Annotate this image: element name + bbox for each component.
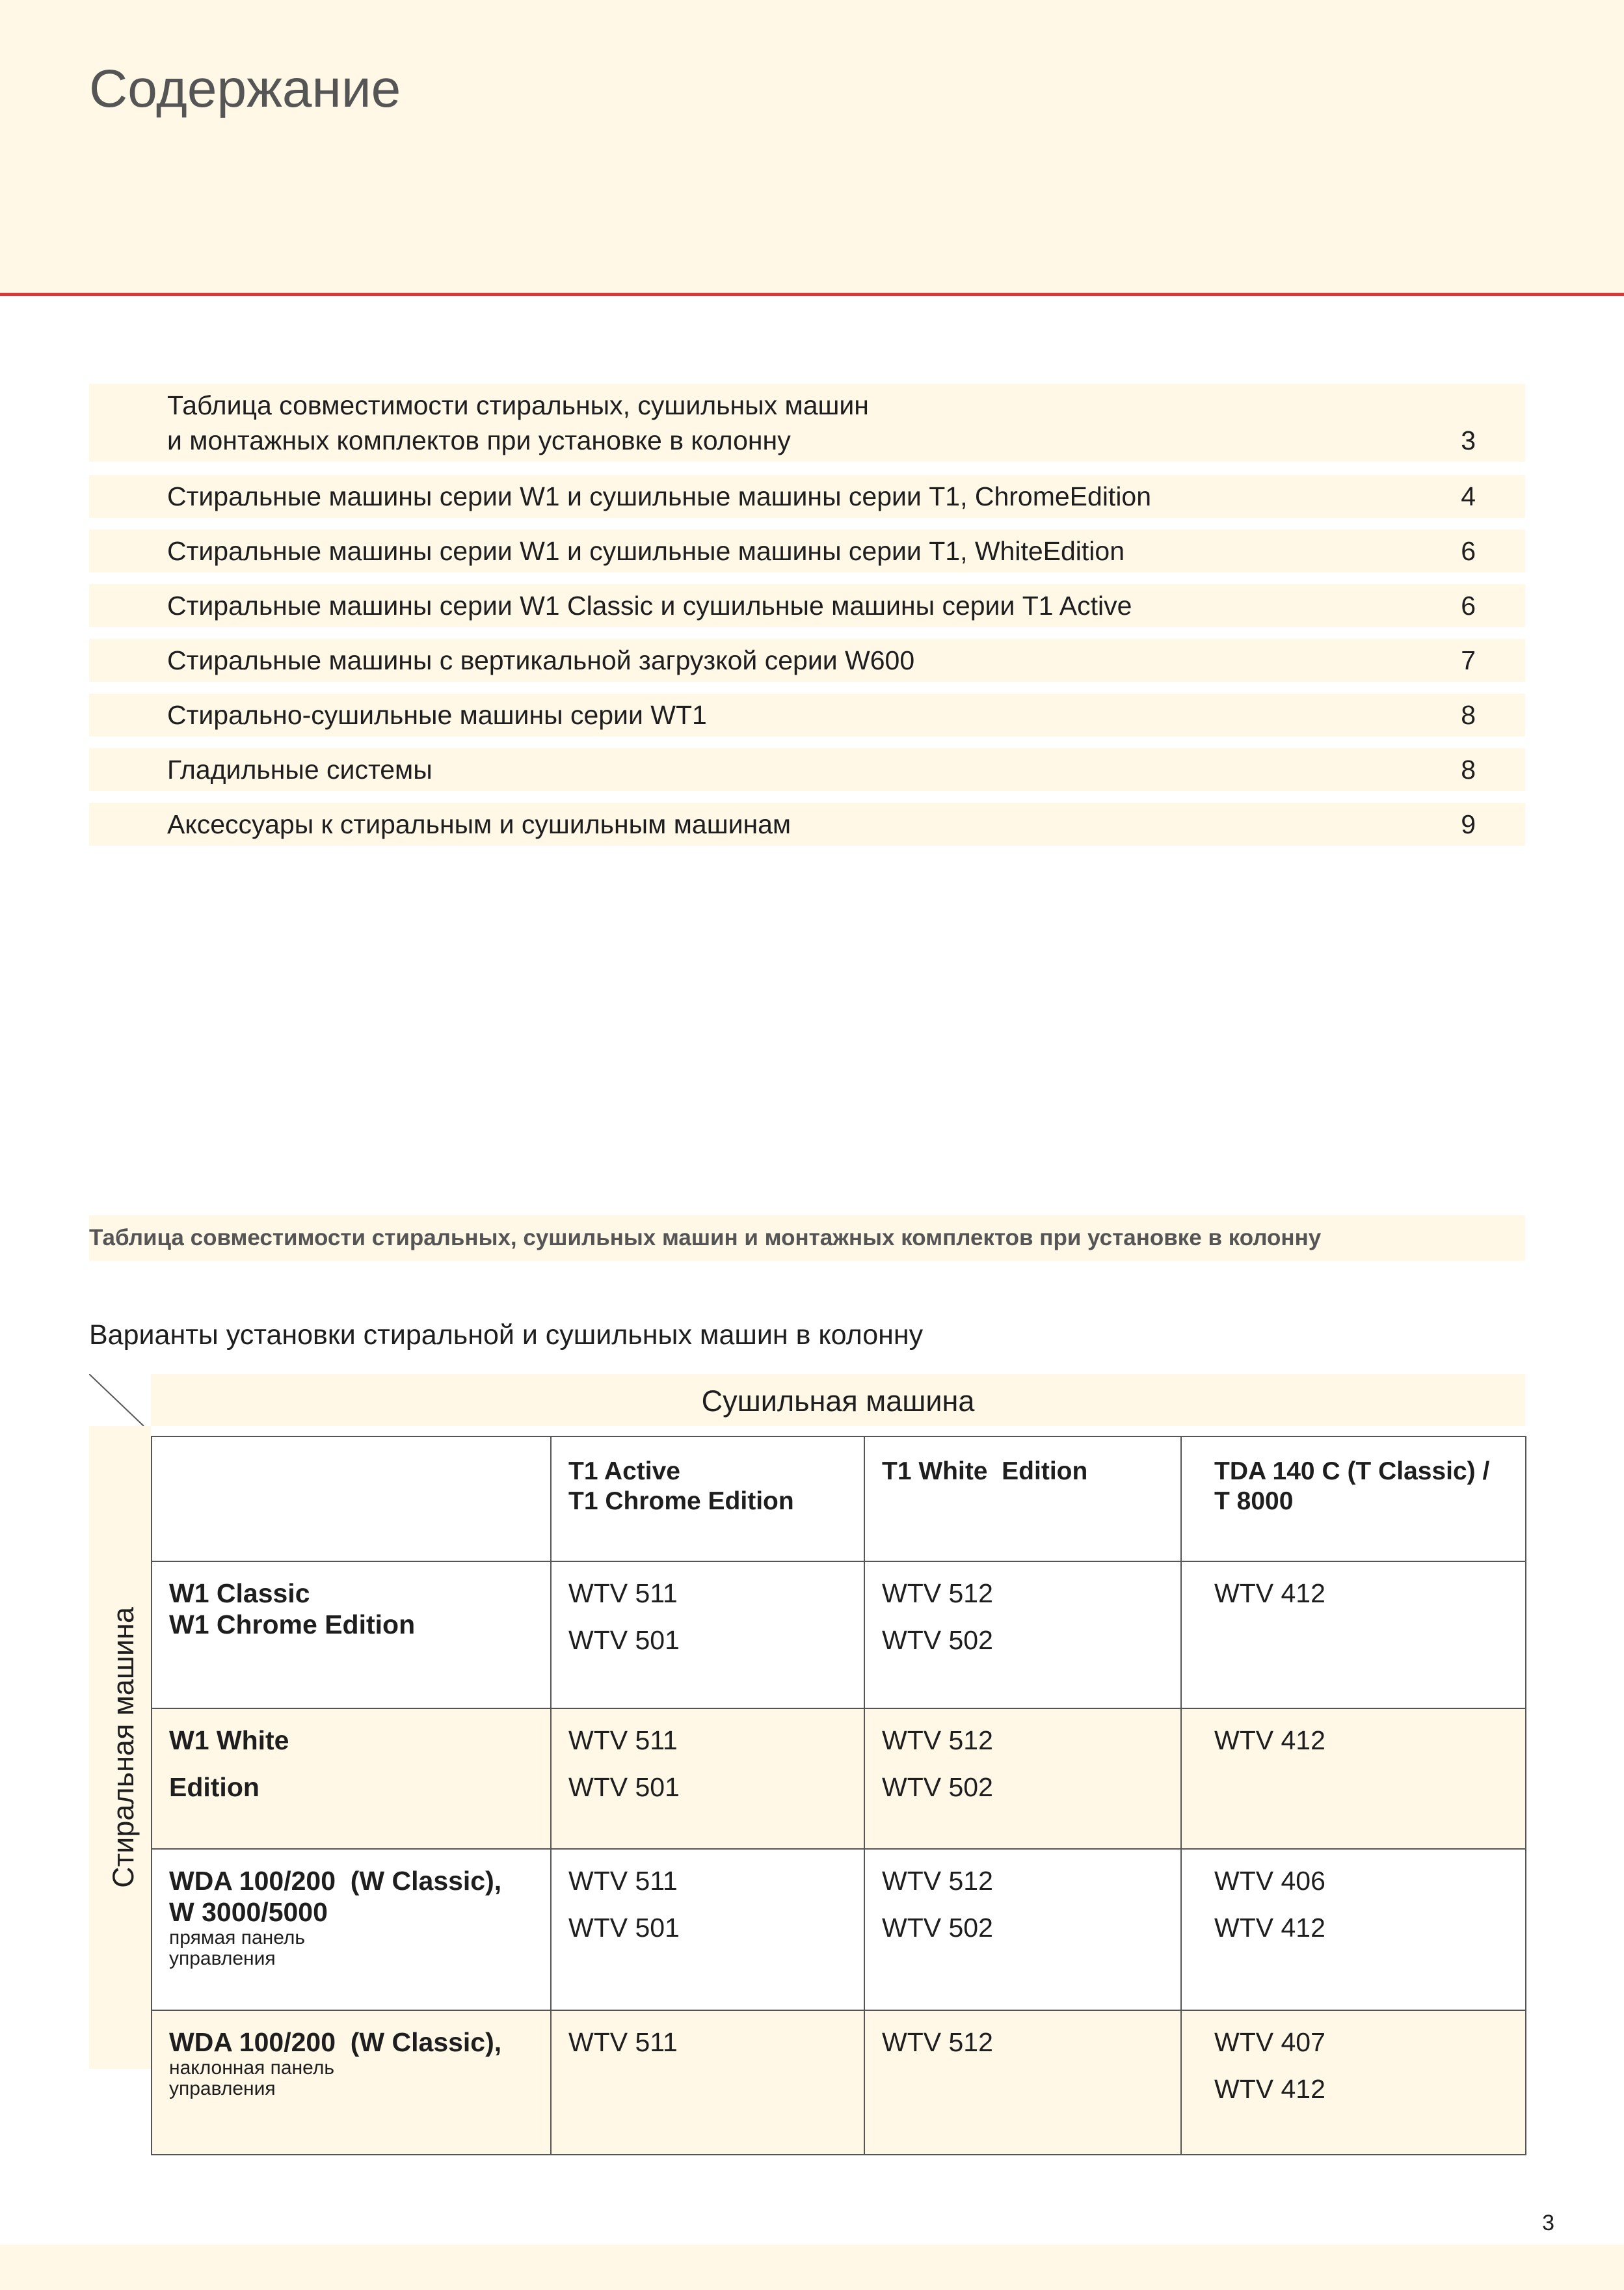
table-caption: Варианты установки стиральной и сушильных машин в колонну — [89, 1319, 924, 1351]
toc-item-label: Стиральные машины с вертикальной загрузкой серии W600 — [167, 645, 915, 675]
page-title: Содержание — [89, 59, 401, 118]
kit-value: WTV 412 — [1214, 2074, 1325, 2104]
dryer-axis-label: Сушильная машина — [701, 1384, 975, 1418]
header-band — [0, 0, 1624, 294]
washer-model-note: прямая панель — [169, 1927, 306, 1948]
toc-item-label: Аксессуары к стиральным и сушильным машинам — [167, 809, 792, 839]
table-row — [152, 1561, 1526, 1708]
washer-model-cell — [152, 1708, 551, 1849]
washer-model-name: W1 Chrome Edition — [169, 1610, 416, 1639]
kit-value: WTV 511 — [568, 2027, 678, 2057]
column-header-line: T 8000 — [1214, 1487, 1294, 1515]
washer-model-name: WDA 100/200 (W Classic), — [169, 1866, 502, 1896]
toc-item-page: 6 — [1461, 591, 1476, 621]
kit-value: WTV 502 — [882, 1772, 993, 1802]
kit-value: WTV 511 — [568, 1578, 678, 1608]
toc-item-label: и монтажных комплектов при установке в колонну — [167, 425, 791, 455]
kit-value: WTV 412 — [1214, 1913, 1325, 1943]
washer-model-name: W1 White — [169, 1725, 289, 1755]
header-cell — [1181, 1436, 1526, 1561]
kit-cell — [864, 1561, 1181, 1708]
toc-item-page: 3 — [1461, 425, 1476, 455]
toc-item-page: 9 — [1461, 809, 1476, 839]
table-header-row — [152, 1436, 1526, 1561]
kit-value: WTV 501 — [568, 1913, 680, 1943]
kit-cell — [864, 1849, 1181, 2010]
footer-band — [0, 2244, 1624, 2290]
toc-item[interactable] — [89, 639, 1525, 682]
kit-value: WTV 501 — [568, 1625, 680, 1655]
toc-item-page: 4 — [1461, 481, 1476, 511]
toc-item-page: 6 — [1461, 536, 1476, 566]
kit-value: WTV 407 — [1214, 2027, 1325, 2057]
washer-model-name: W 3000/5000 — [169, 1897, 328, 1927]
kit-value: WTV 502 — [882, 1913, 993, 1943]
kit-cell — [864, 2010, 1181, 2155]
washer-model-note: управления — [169, 1948, 276, 1969]
table-row — [152, 1849, 1526, 2010]
toc-item-label: Таблица совместимости стиральных, сушильных машин — [167, 390, 869, 420]
toc-item[interactable] — [89, 584, 1525, 627]
kit-value: WTV 406 — [1214, 1866, 1325, 1896]
kit-cell — [1181, 2010, 1526, 2155]
toc-item[interactable] — [89, 803, 1525, 846]
toc-item[interactable] — [89, 475, 1525, 518]
column-header-line: T1 Active — [568, 1457, 680, 1485]
kit-cell — [1181, 1561, 1526, 1708]
header-cell-empty — [152, 1436, 551, 1561]
washer-model-note: управления — [169, 2078, 276, 2099]
kit-value: WTV 512 — [882, 2027, 993, 2057]
page-number: 3 — [1542, 2211, 1554, 2235]
toc-item-label: Стирально-сушильные машины серии WT1 — [167, 700, 707, 730]
washer-model-name: Edition — [169, 1772, 260, 1802]
kit-value: WTV 512 — [882, 1578, 993, 1608]
dryer-axis-band — [151, 1374, 1525, 1426]
column-header-line: T1 White Edition — [882, 1457, 1088, 1485]
toc-item[interactable] — [89, 530, 1525, 572]
kit-value: WTV 412 — [1214, 1725, 1325, 1755]
toc-item-label: Стиральные машины серии W1 Classic и сушильные машины серии T1 Active — [167, 591, 1132, 621]
washer-model-note: наклонная панель — [169, 2057, 334, 2079]
kit-cell — [551, 1561, 864, 1708]
toc-item[interactable] — [89, 384, 1525, 462]
column-header-line: T1 Chrome Edition — [568, 1487, 794, 1515]
toc-item-label: Стиральные машины серии W1 и сушильные машины серии T1, WhiteEdition — [167, 536, 1125, 566]
diagonal-corner-line — [89, 1374, 151, 1426]
compatibility-table — [151, 1436, 1526, 2155]
kit-cell — [864, 1708, 1181, 1849]
kit-cell — [551, 1708, 864, 1849]
toc-item-label: Стиральные машины серии W1 и сушильные машины серии T1, ChromeEdition — [167, 481, 1152, 511]
kit-cell — [1181, 1708, 1526, 1849]
toc-item-page: 8 — [1461, 755, 1476, 785]
table-row — [152, 1708, 1526, 1849]
kit-value: WTV 502 — [882, 1625, 993, 1655]
toc-item[interactable] — [89, 694, 1525, 736]
kit-value: WTV 511 — [568, 1725, 678, 1755]
section-heading-band — [89, 1215, 1525, 1261]
kit-value: WTV 412 — [1214, 1578, 1325, 1608]
washer-model-cell — [152, 1849, 551, 2010]
kit-value: WTV 512 — [882, 1725, 993, 1755]
toc-item-label: Гладильные системы — [167, 755, 433, 785]
header-cell — [864, 1436, 1181, 1561]
washer-model-cell — [152, 2010, 551, 2155]
kit-value: WTV 501 — [568, 1772, 680, 1802]
toc-item-page: 8 — [1461, 700, 1476, 730]
header-divider — [0, 293, 1624, 296]
toc-item-page: 7 — [1461, 645, 1476, 675]
table-row — [152, 2010, 1526, 2155]
washer-model-name: W1 Classic — [169, 1578, 310, 1608]
toc-item[interactable] — [89, 748, 1525, 791]
kit-cell — [551, 2010, 864, 2155]
kit-value: WTV 511 — [568, 1866, 678, 1896]
washer-model-cell — [152, 1561, 551, 1708]
washer-axis-label: Стиральная машина — [107, 1607, 140, 1888]
header-cell — [551, 1436, 864, 1561]
column-header-line: TDA 140 C (T Classic) / — [1214, 1457, 1490, 1485]
kit-cell — [1181, 1849, 1526, 2010]
section-heading: Таблица совместимости стиральных, сушильных машин и монтажных комплектов при установке в колонну — [89, 1225, 1322, 1250]
kit-value: WTV 512 — [882, 1866, 993, 1896]
kit-cell — [551, 1849, 864, 2010]
washer-model-name: WDA 100/200 (W Classic), — [169, 2027, 502, 2057]
